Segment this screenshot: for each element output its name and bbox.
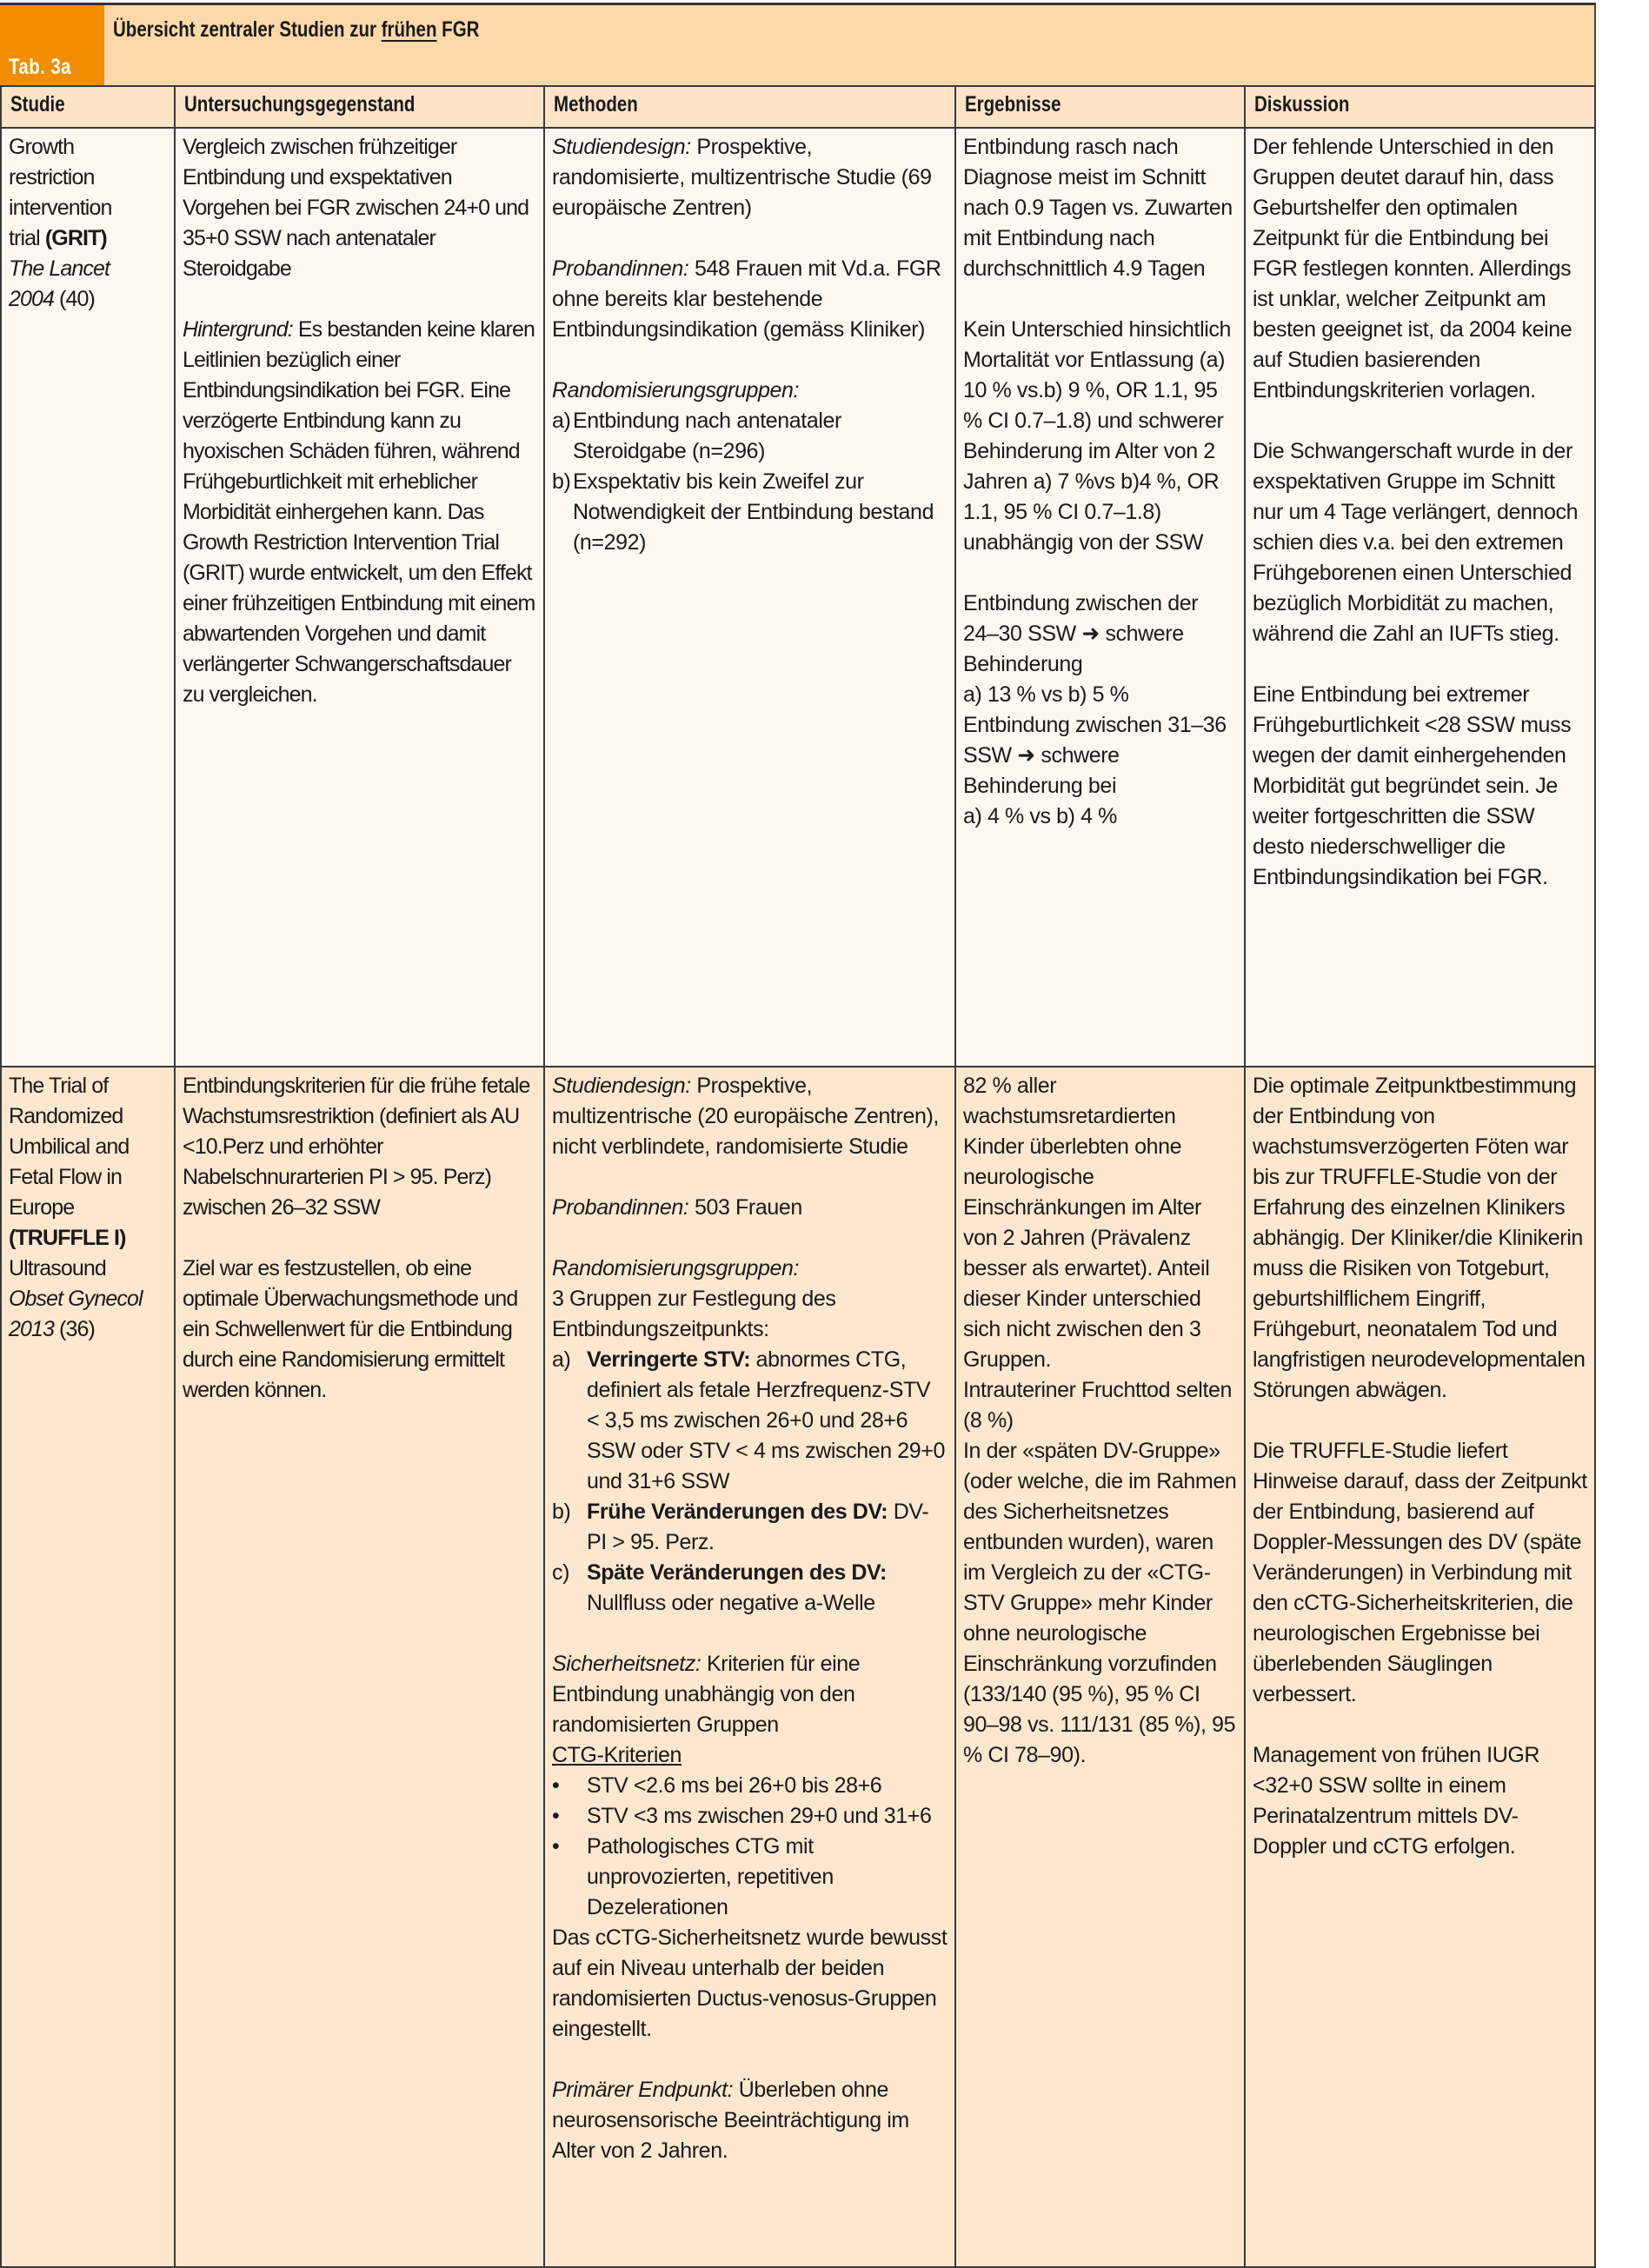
column-header-label: Diskussion xyxy=(1254,92,1350,116)
group-marker: b) xyxy=(552,1500,571,1524)
group-item xyxy=(552,406,948,467)
study-name-line: intervention xyxy=(9,196,112,220)
table-title-prefix: Übersicht zentraler Studien zur xyxy=(113,17,382,42)
group-description: Nullfluss oder negative a-Welle xyxy=(587,1591,875,1615)
cell-results xyxy=(955,128,1245,1067)
group-item xyxy=(552,1497,948,1558)
study-name-text: trial xyxy=(9,226,45,250)
column-header-methoden xyxy=(544,86,955,128)
groups-label: Randomisierungsgruppen: xyxy=(552,378,800,402)
design-text: Prospektive, multizentrische (20 europäische Zentren), nicht verblindete, randomisierte Studie xyxy=(552,1074,939,1159)
group-item xyxy=(552,1345,948,1497)
group-item xyxy=(552,467,948,558)
column-header-ergebnisse xyxy=(955,86,1245,128)
cell-methods xyxy=(544,128,955,1067)
results-paragraph: Entbindung rasch nach Diagnose meist im Schnitt nach 0.9 Tagen vs. Zuwarten mit Entbindung nach durchschnittlich 4.9 Tagen xyxy=(963,135,1233,281)
cell-discussion xyxy=(1245,128,1595,1067)
cell-results xyxy=(955,1067,1245,2267)
participants-label: Probandinnen: xyxy=(552,256,689,281)
study-reference: (40) xyxy=(54,287,95,311)
study-citation xyxy=(9,284,167,315)
bullet-icon: • xyxy=(552,1804,560,1828)
methods-safety-net xyxy=(552,1649,948,1740)
study-name-line: Fetal Flow in xyxy=(9,1165,123,1189)
study-name-line: Ultrasound xyxy=(9,1256,106,1280)
column-header-label: Untersuchungsgegenstand xyxy=(184,92,416,116)
table-header-row xyxy=(1,86,1595,128)
table-title xyxy=(113,17,479,43)
ctg-criterion xyxy=(552,1832,948,1923)
study-acronym: (GRIT) xyxy=(44,226,107,250)
cell-study xyxy=(1,128,175,1067)
group-description: DV-PI > 95. Perz. xyxy=(587,1500,929,1554)
table-title-suffix: FGR xyxy=(436,17,480,42)
cell-subject xyxy=(175,128,544,1067)
group-title: Frühe Veränderungen des DV: xyxy=(587,1500,888,1524)
cell-study xyxy=(1,1067,175,2267)
study-name-line: Europe xyxy=(9,1195,75,1220)
study-citation xyxy=(9,1314,167,1345)
column-header-label: Ergebnisse xyxy=(965,92,1061,116)
results-paragraph: Entbindung zwischen der 24–30 SSW ➜ schwere Behinderung a) 13 % vs b) 5 % Entbindung zwischen 31–36 SSW ➜ schwere Behinderung bei a) 4 % vs b) 4 % xyxy=(963,591,1227,828)
study-overview-table-container xyxy=(0,3,1596,2222)
group-description: abnormes CTG, definiert als fetale Herzfrequenz-STV < 3,5 ms zwischen 26+0 und 28+6 SSW oder STV < 4 ms zwischen 29+0 und 31+6 SSW xyxy=(587,1347,945,1493)
table-row-truffle xyxy=(1,1067,1595,2267)
ctg-criterion xyxy=(552,1771,948,1801)
ctg-criterion-text: Pathologisches CTG mit unprovozierten, repetitiven Dezelerationen xyxy=(587,1834,834,1919)
study-acronym: (TRUFFLE I) xyxy=(9,1226,126,1250)
design-label: Studiendesign: xyxy=(552,1074,691,1098)
subject-intro: Entbindungskriterien für die frühe fetale Wachstumsrestriktion (definiert als AU <10.Perz und erhöhter Nabelschnurarterien PI > 95. Perz) zwischen 26–32 SSW xyxy=(183,1074,530,1220)
column-header-diskussion xyxy=(1245,86,1595,128)
bullet-icon: • xyxy=(552,1773,560,1798)
ctg-criterion xyxy=(552,1801,948,1832)
studies-table xyxy=(0,85,1596,2268)
groups-label: Randomisierungsgruppen: xyxy=(552,1256,800,1280)
study-reference: (36) xyxy=(54,1317,95,1341)
group-marker: a) xyxy=(552,1347,571,1372)
background-label: Hintergrund: xyxy=(183,317,293,342)
safety-label: Sicherheitsnetz: xyxy=(552,1652,701,1676)
study-name-line xyxy=(9,223,167,254)
discussion-paragraph: Die Schwangerschaft wurde in der exspektativen Gruppe im Schnitt nur um 4 Tage verlängert, dennoch schien dies v.a. bei den extremen Frühgeborenen einen Unterschied bezüglich Morbidität zu machen, während die Zahl an IUFTs stieg. xyxy=(1253,439,1579,646)
group-marker: a) xyxy=(552,409,571,433)
group-marker: b) xyxy=(552,469,571,494)
subject-background xyxy=(183,315,536,710)
methods-participants xyxy=(552,254,948,345)
ctg-criterion-text: STV <3 ms zwischen 29+0 und 31+6 xyxy=(587,1804,932,1828)
study-name-line: The Trial of xyxy=(9,1074,109,1098)
group-text xyxy=(587,1558,948,1619)
table-number-label: Tab. 3a xyxy=(9,55,71,79)
discussion-paragraph: Die TRUFFLE-Studie liefert Hinweise darauf, dass der Zeitpunkt der Entbindung, basierend auf Doppler-Messungen des DV (späte Veränderungen) in Verbindung mit den cCTG-Sicherheitskriterien, die neurologischen Ergebnisse bei überlebenden Säuglingen verbessert. xyxy=(1253,1439,1587,1706)
methods-participants xyxy=(552,1193,948,1223)
ctg-criteria-label: CTG-Kriterien xyxy=(552,1743,682,1767)
discussion-paragraph: Die optimale Zeitpunktbestimmung der Entbindung von wachstumsverzögerten Föten war bis zur TRUFFLE-Studie von der Erfahrung des einzelnen Klinikers abhängig. Der Kliniker/die Klinikerin muss die Risiken von Totgeburt, geburtshilflichem Eingriff, Frühgeburt, neonatalem Tod und langfristigen neurodevelopmentalen Störungen abwägen. xyxy=(1253,1074,1586,1402)
groups-intro: 3 Gruppen zur Festlegung des Entbindungszeitpunkts: xyxy=(552,1287,836,1341)
group-text: Exspektativ bis kein Zweifel zur Notwendigkeit der Entbindung bestand (n=292) xyxy=(573,469,934,555)
group-text: Entbindung nach antenataler Steroidgabe (n=296) xyxy=(573,409,841,463)
table-title-underlined: frühen xyxy=(381,17,437,42)
column-header-label: Studie xyxy=(10,92,65,116)
subject-aim: Ziel war es festzustellen, ob eine optimale Überwachungsmethode und ein Schwellenwert für die Entbindung durch eine Randomisierung ermittelt werden können. xyxy=(183,1256,518,1402)
study-journal: Obset Gynecol xyxy=(9,1287,143,1311)
group-title: Verringerte STV: xyxy=(587,1347,751,1372)
study-name-line: Growth xyxy=(9,135,75,159)
study-year: 2004 xyxy=(9,287,55,311)
subject-intro: Vergleich zwischen frühzeitiger Entbindung und exspektativen Vorgehen bei FGR zwischen 24+0 und 35+0 SSW nach antenataler Steroidgabe xyxy=(183,135,529,281)
group-text xyxy=(587,1497,948,1558)
safety-text: Kriterien für eine Entbindung unabhängig von den randomisierten Gruppen xyxy=(552,1652,861,1737)
design-text: Prospektive, randomisierte, multizentrische Studie (69 europäische Zentren) xyxy=(552,135,932,220)
discussion-paragraph: Management von frühen IUGR <32+0 SSW sollte in einem Perinatalzentrum mittels DV-Doppler und cCTG erfolgen. xyxy=(1253,1743,1540,1859)
methods-design xyxy=(552,132,948,223)
design-label: Studiendesign: xyxy=(552,135,691,159)
participants-text: 548 Frauen mit Vd.a. FGR ohne bereits klar bestehende Entbindungsindikation (gemäss Kliniker) xyxy=(552,256,941,342)
methods-design xyxy=(552,1071,948,1162)
column-header-studie xyxy=(1,86,175,128)
study-name-line: Randomized xyxy=(9,1104,123,1128)
endpoint-text: Überleben ohne neurosensorische Beeinträchtigung im Alter von 2 Jahren. xyxy=(552,2078,909,2163)
results-paragraph: Kein Unterschied hinsichtlich Mortalität vor Entlassung (a) 10 % vs.b) 9 %, OR 1.1, 95 % CI 0.7–1.8) und schwerer Behinderung im Alter von 2 Jahren a) 7 %vs b)4 %, OR 1.1, 95 % CI 0.7–1.8) unabhängig von der SSW xyxy=(963,317,1232,555)
column-header-label: Methoden xyxy=(554,92,638,116)
group-marker: c) xyxy=(552,1560,570,1585)
study-name-line: Umbilical and xyxy=(9,1134,130,1159)
group-item xyxy=(552,1558,948,1619)
participants-text: 503 Frauen xyxy=(688,1195,802,1220)
endpoint-label: Primärer Endpunkt: xyxy=(552,2078,734,2102)
results-paragraph: 82 % aller wachstumsretardierten Kinder überlebten ohne neurologische Einschränkungen im Alter von 2 Jahren (Prävalenz besser als erwartet). Anteil dieser Kinder unterschied sich nicht zwischen den 3 Gruppen. Intrauteriner Fruchttod selten (8 %) In der «späten DV-Gruppe» (oder welche, die im Rahmen des Sicherheitsnetzes entbunden wurden), waren im Vergleich zu der «CTG-STV Gruppe» mehr Kinder ohne neurologische Einschränkung vorzufinden (133/140 (95 %), 95 % CI 90–98 vs. 111/131 (85 %), 95 % CI 78–90). xyxy=(963,1074,1237,1767)
study-year: 2013 xyxy=(9,1317,55,1341)
safety-note: Das cCTG-Sicherheitsnetz wurde bewusst auf ein Niveau unterhalb der beiden randomisierten Ductus-venosus-Gruppen eingestellt. xyxy=(552,1925,948,2041)
methods-endpoint xyxy=(552,2075,948,2166)
participants-label: Probandinnen: xyxy=(552,1195,689,1220)
group-title: Späte Veränderungen des DV: xyxy=(587,1560,887,1585)
cell-methods xyxy=(544,1067,955,2267)
cell-discussion xyxy=(1245,1067,1595,2267)
background-text: Es bestanden keine klaren Leitlinien bezüglich einer Entbindungsindikation bei FGR. Eine verzögerte Entbindung kann zu hyoxischen Schäden führen, während Frühgeburtlichkeit mit erheblicher Morbidität einhergehen kann. Das Growth Restriction Intervention Trial (GRIT) wurde entwickelt, um den Effekt einer frühzeitigen Entbindung mit einem abwartenden Vorgehen und damit verlängerter Schwangerschaftsdauer zu vergleichen. xyxy=(183,317,535,707)
study-name-line: restriction xyxy=(9,165,95,190)
study-journal: The Lancet xyxy=(9,256,110,281)
discussion-paragraph: Der fehlende Unterschied in den Gruppen deutet darauf hin, dass Geburtshelfer den optimalen Zeitpunkt für die Entbindung bei FGR festlegen konnten. Allerdings ist unklar, welcher Zeitpunkt am besten geeignet ist, da 2004 keine auf Studien basierenden Entbindungskriterien vorlagen. xyxy=(1253,135,1573,402)
group-text xyxy=(587,1345,948,1497)
discussion-paragraph: Eine Entbindung bei extremer Frühgeburtlichkeit <28 SSW muss wegen der damit einhergehenden Morbidität gut begründet sein. Je weiter fortgeschritten die SSW desto niederschwelliger die Entbindungsindikation bei FGR. xyxy=(1253,682,1572,889)
table-number-tab xyxy=(0,5,104,85)
column-header-untersuchungsgegenstand xyxy=(175,86,544,128)
cell-subject xyxy=(175,1067,544,2267)
bullet-icon: • xyxy=(552,1834,560,1859)
ctg-criterion-text: STV <2.6 ms bei 26+0 bis 28+6 xyxy=(587,1773,882,1798)
table-title-band xyxy=(0,5,1594,87)
table-row-grit xyxy=(1,128,1595,1067)
